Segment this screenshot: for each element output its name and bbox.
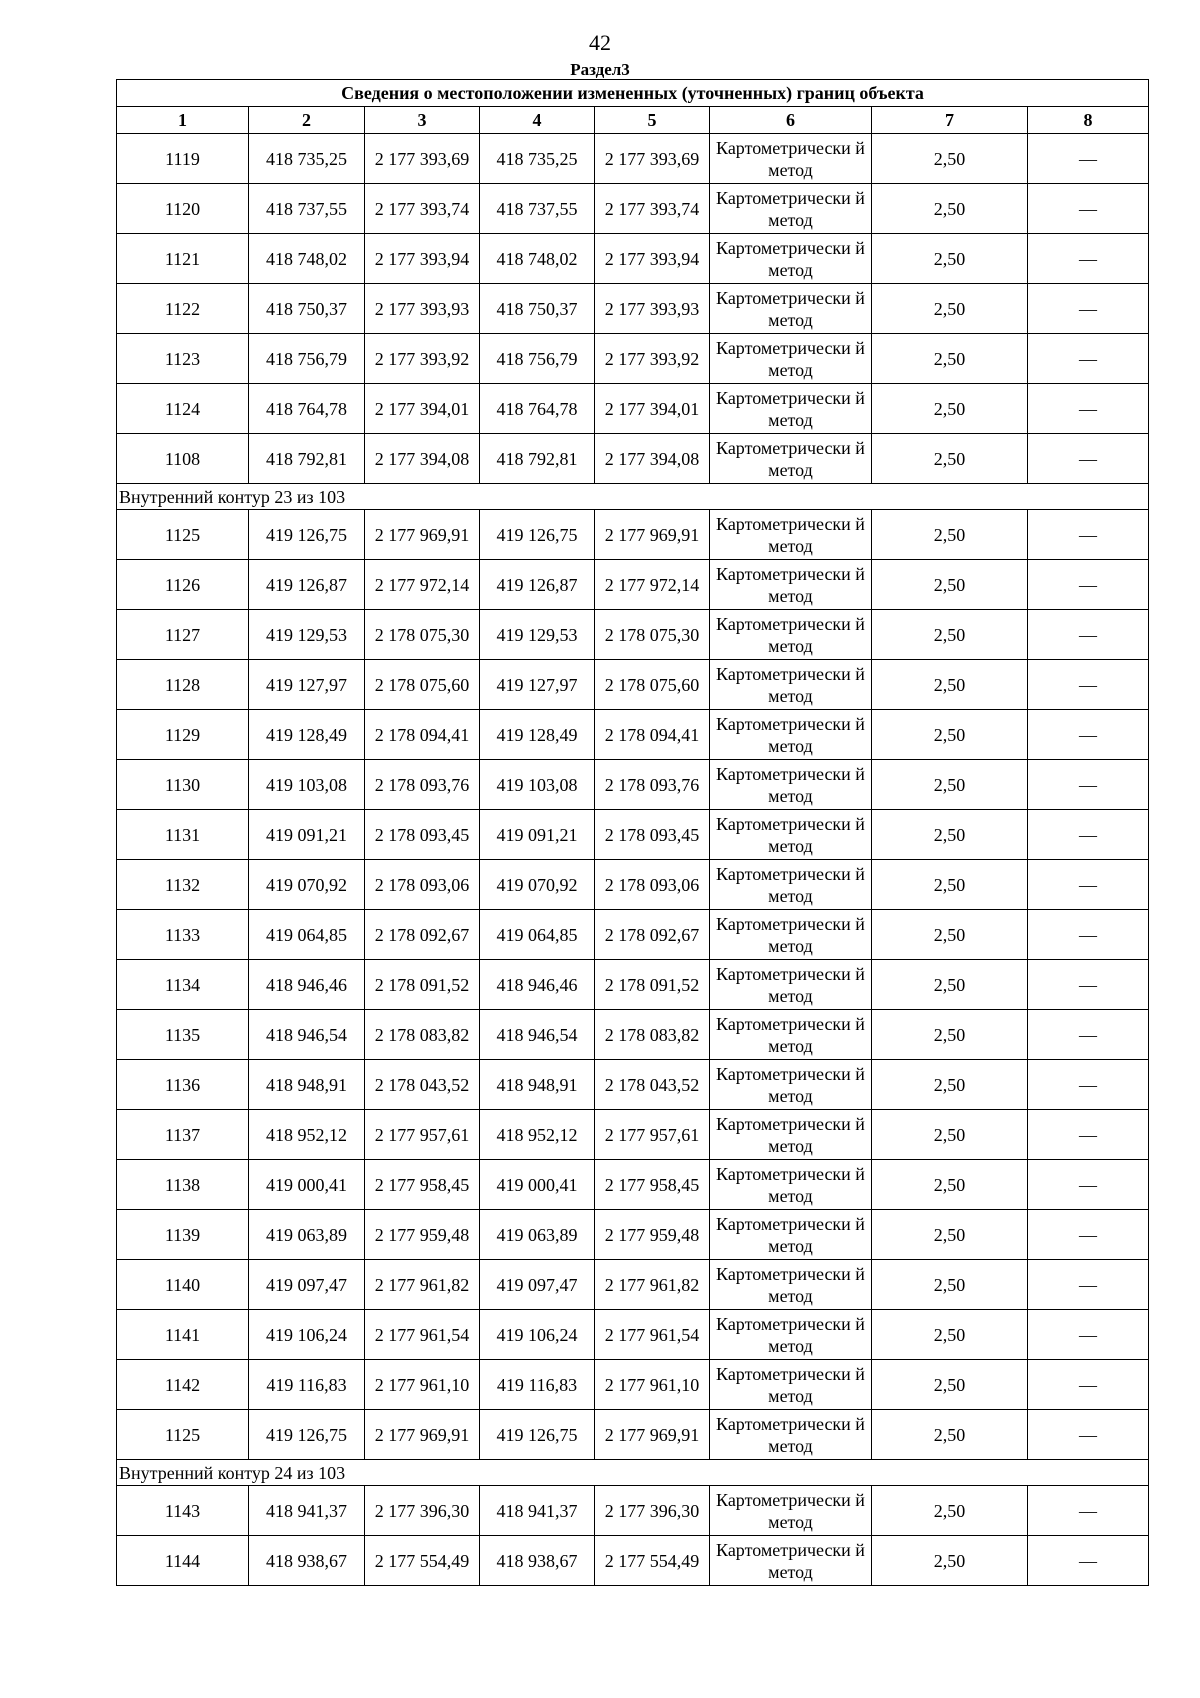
x-new-cell: 418 750,37 <box>480 284 595 334</box>
method-cell: Картометрически й метод <box>710 284 872 334</box>
y-new-cell: 2 177 957,61 <box>595 1110 710 1160</box>
x-existing-cell: 418 938,67 <box>249 1536 365 1586</box>
contour-header-row <box>117 484 1149 510</box>
accuracy-cell: 2,50 <box>872 960 1028 1010</box>
x-existing-cell: 418 946,46 <box>249 960 365 1010</box>
point-number-cell: 1137 <box>117 1110 249 1160</box>
y-existing-cell: 2 177 969,91 <box>365 510 480 560</box>
point-number-cell: 1126 <box>117 560 249 610</box>
boundary-table <box>116 79 1149 1586</box>
point-number-cell: 1127 <box>117 610 249 660</box>
y-existing-cell: 2 177 393,92 <box>365 334 480 384</box>
y-existing-cell: 2 178 075,30 <box>365 610 480 660</box>
description-cell: — <box>1028 1310 1149 1360</box>
x-new-cell: 419 103,08 <box>480 760 595 810</box>
y-existing-cell: 2 177 394,01 <box>365 384 480 434</box>
description-cell: — <box>1028 234 1149 284</box>
point-number-cell: 1120 <box>117 184 249 234</box>
x-existing-cell: 419 126,87 <box>249 560 365 610</box>
table-row <box>117 510 1149 560</box>
x-new-cell: 419 127,97 <box>480 660 595 710</box>
x-existing-cell: 418 764,78 <box>249 384 365 434</box>
y-existing-cell: 2 177 961,54 <box>365 1310 480 1360</box>
x-new-cell: 418 756,79 <box>480 334 595 384</box>
point-number-cell: 1136 <box>117 1060 249 1110</box>
y-existing-cell: 2 178 093,76 <box>365 760 480 810</box>
point-number-cell: 1131 <box>117 810 249 860</box>
x-new-cell: 418 941,37 <box>480 1486 595 1536</box>
point-number-cell: 1134 <box>117 960 249 1010</box>
accuracy-cell: 2,50 <box>872 810 1028 860</box>
method-cell: Картометрически й метод <box>710 860 872 910</box>
description-cell: — <box>1028 1410 1149 1460</box>
y-existing-cell: 2 178 093,45 <box>365 810 480 860</box>
x-existing-cell: 418 748,02 <box>249 234 365 284</box>
table-row <box>117 334 1149 384</box>
method-cell: Картометрически й метод <box>710 910 872 960</box>
y-new-cell: 2 178 093,45 <box>595 810 710 860</box>
table-caption: Сведения о местоположении измененных (уточненных) границ объекта <box>117 80 1149 107</box>
description-cell: — <box>1028 910 1149 960</box>
table-row <box>117 1536 1149 1586</box>
x-new-cell: 418 946,46 <box>480 960 595 1010</box>
y-new-cell: 2 177 972,14 <box>595 560 710 610</box>
accuracy-cell: 2,50 <box>872 1010 1028 1060</box>
x-existing-cell: 419 063,89 <box>249 1210 365 1260</box>
x-new-cell: 419 129,53 <box>480 610 595 660</box>
y-new-cell: 2 177 961,10 <box>595 1360 710 1410</box>
contour-header-row <box>117 1460 1149 1486</box>
y-new-cell: 2 177 393,69 <box>595 134 710 184</box>
column-number: 1 <box>117 107 249 134</box>
table-row <box>117 860 1149 910</box>
y-existing-cell: 2 178 043,52 <box>365 1060 480 1110</box>
y-new-cell: 2 177 969,91 <box>595 510 710 560</box>
point-number-cell: 1119 <box>117 134 249 184</box>
point-number-cell: 1142 <box>117 1360 249 1410</box>
accuracy-cell: 2,50 <box>872 860 1028 910</box>
y-new-cell: 2 177 396,30 <box>595 1486 710 1536</box>
table-row <box>117 1210 1149 1260</box>
y-new-cell: 2 177 958,45 <box>595 1160 710 1210</box>
accuracy-cell: 2,50 <box>872 1110 1028 1160</box>
table-row <box>117 434 1149 484</box>
x-existing-cell: 418 735,25 <box>249 134 365 184</box>
x-new-cell: 418 948,91 <box>480 1060 595 1110</box>
y-existing-cell: 2 177 958,45 <box>365 1160 480 1210</box>
x-existing-cell: 418 946,54 <box>249 1010 365 1060</box>
table-row <box>117 1110 1149 1160</box>
point-number-cell: 1129 <box>117 710 249 760</box>
table-row <box>117 1360 1149 1410</box>
description-cell: — <box>1028 1360 1149 1410</box>
accuracy-cell: 2,50 <box>872 560 1028 610</box>
x-new-cell: 419 091,21 <box>480 810 595 860</box>
y-existing-cell: 2 178 092,67 <box>365 910 480 960</box>
accuracy-cell: 2,50 <box>872 760 1028 810</box>
point-number-cell: 1128 <box>117 660 249 710</box>
point-number-cell: 1125 <box>117 1410 249 1460</box>
table-row <box>117 710 1149 760</box>
table-row <box>117 910 1149 960</box>
y-existing-cell: 2 178 094,41 <box>365 710 480 760</box>
accuracy-cell: 2,50 <box>872 1536 1028 1586</box>
accuracy-cell: 2,50 <box>872 510 1028 560</box>
x-existing-cell: 419 126,75 <box>249 510 365 560</box>
y-new-cell: 2 177 393,92 <box>595 334 710 384</box>
point-number-cell: 1108 <box>117 434 249 484</box>
point-number-cell: 1132 <box>117 860 249 910</box>
y-existing-cell: 2 177 396,30 <box>365 1486 480 1536</box>
point-number-cell: 1122 <box>117 284 249 334</box>
table-caption-row <box>117 80 1149 107</box>
description-cell: — <box>1028 1060 1149 1110</box>
description-cell: — <box>1028 184 1149 234</box>
y-existing-cell: 2 177 394,08 <box>365 434 480 484</box>
point-number-cell: 1138 <box>117 1160 249 1210</box>
method-cell: Картометрически й метод <box>710 510 872 560</box>
x-existing-cell: 419 127,97 <box>249 660 365 710</box>
x-new-cell: 419 070,92 <box>480 860 595 910</box>
y-new-cell: 2 178 091,52 <box>595 960 710 1010</box>
method-cell: Картометрически й метод <box>710 1210 872 1260</box>
point-number-cell: 1141 <box>117 1310 249 1360</box>
method-cell: Картометрически й метод <box>710 810 872 860</box>
accuracy-cell: 2,50 <box>872 1210 1028 1260</box>
method-cell: Картометрически й метод <box>710 1536 872 1586</box>
y-new-cell: 2 178 092,67 <box>595 910 710 960</box>
x-new-cell: 419 097,47 <box>480 1260 595 1310</box>
x-existing-cell: 419 064,85 <box>249 910 365 960</box>
x-new-cell: 419 000,41 <box>480 1160 595 1210</box>
y-existing-cell: 2 178 093,06 <box>365 860 480 910</box>
description-cell: — <box>1028 810 1149 860</box>
column-number: 2 <box>249 107 365 134</box>
x-existing-cell: 419 116,83 <box>249 1360 365 1410</box>
accuracy-cell: 2,50 <box>872 234 1028 284</box>
accuracy-cell: 2,50 <box>872 334 1028 384</box>
accuracy-cell: 2,50 <box>872 134 1028 184</box>
y-new-cell: 2 177 554,49 <box>595 1536 710 1586</box>
x-new-cell: 419 116,83 <box>480 1360 595 1410</box>
method-cell: Картометрически й метод <box>710 660 872 710</box>
y-new-cell: 2 177 393,74 <box>595 184 710 234</box>
x-existing-cell: 419 106,24 <box>249 1310 365 1360</box>
description-cell: — <box>1028 434 1149 484</box>
point-number-cell: 1125 <box>117 510 249 560</box>
description-cell: — <box>1028 1210 1149 1260</box>
x-new-cell: 418 792,81 <box>480 434 595 484</box>
y-new-cell: 2 178 094,41 <box>595 710 710 760</box>
x-existing-cell: 419 129,53 <box>249 610 365 660</box>
accuracy-cell: 2,50 <box>872 1310 1028 1360</box>
accuracy-cell: 2,50 <box>872 710 1028 760</box>
y-new-cell: 2 177 393,93 <box>595 284 710 334</box>
description-cell: — <box>1028 710 1149 760</box>
description-cell: — <box>1028 134 1149 184</box>
y-new-cell: 2 177 393,94 <box>595 234 710 284</box>
method-cell: Картометрически й метод <box>710 1060 872 1110</box>
accuracy-cell: 2,50 <box>872 384 1028 434</box>
x-new-cell: 418 946,54 <box>480 1010 595 1060</box>
x-existing-cell: 418 750,37 <box>249 284 365 334</box>
x-existing-cell: 418 756,79 <box>249 334 365 384</box>
point-number-cell: 1124 <box>117 384 249 434</box>
table-row <box>117 1260 1149 1310</box>
description-cell: — <box>1028 284 1149 334</box>
column-numbers-row <box>117 107 1149 134</box>
table-row <box>117 1310 1149 1360</box>
accuracy-cell: 2,50 <box>872 910 1028 960</box>
accuracy-cell: 2,50 <box>872 1260 1028 1310</box>
table-row <box>117 1060 1149 1110</box>
x-existing-cell: 418 952,12 <box>249 1110 365 1160</box>
x-new-cell: 419 063,89 <box>480 1210 595 1260</box>
y-new-cell: 2 178 083,82 <box>595 1010 710 1060</box>
x-new-cell: 419 126,75 <box>480 510 595 560</box>
method-cell: Картометрически й метод <box>710 1010 872 1060</box>
description-cell: — <box>1028 510 1149 560</box>
x-existing-cell: 418 941,37 <box>249 1486 365 1536</box>
x-existing-cell: 419 128,49 <box>249 710 365 760</box>
x-new-cell: 419 126,75 <box>480 1410 595 1460</box>
method-cell: Картометрически й метод <box>710 184 872 234</box>
y-new-cell: 2 177 961,82 <box>595 1260 710 1310</box>
description-cell: — <box>1028 960 1149 1010</box>
description-cell: — <box>1028 1110 1149 1160</box>
x-new-cell: 418 764,78 <box>480 384 595 434</box>
table-row <box>117 284 1149 334</box>
y-existing-cell: 2 177 393,74 <box>365 184 480 234</box>
description-cell: — <box>1028 610 1149 660</box>
description-cell: — <box>1028 760 1149 810</box>
section-label: Раздел3 <box>570 60 630 79</box>
y-new-cell: 2 177 394,01 <box>595 384 710 434</box>
accuracy-cell: 2,50 <box>872 284 1028 334</box>
x-new-cell: 419 126,87 <box>480 560 595 610</box>
accuracy-cell: 2,50 <box>872 184 1028 234</box>
table-row <box>117 184 1149 234</box>
point-number-cell: 1130 <box>117 760 249 810</box>
column-number: 5 <box>595 107 710 134</box>
point-number-cell: 1121 <box>117 234 249 284</box>
method-cell: Картометрически й метод <box>710 710 872 760</box>
table-row <box>117 560 1149 610</box>
description-cell: — <box>1028 1010 1149 1060</box>
description-cell: — <box>1028 860 1149 910</box>
table-row <box>117 1486 1149 1536</box>
accuracy-cell: 2,50 <box>872 660 1028 710</box>
table-row <box>117 134 1149 184</box>
x-existing-cell: 419 070,92 <box>249 860 365 910</box>
method-cell: Картометрически й метод <box>710 610 872 660</box>
method-cell: Картометрически й метод <box>710 234 872 284</box>
method-cell: Картометрически й метод <box>710 560 872 610</box>
y-new-cell: 2 178 043,52 <box>595 1060 710 1110</box>
y-existing-cell: 2 178 083,82 <box>365 1010 480 1060</box>
column-number: 4 <box>480 107 595 134</box>
accuracy-cell: 2,50 <box>872 1160 1028 1210</box>
x-existing-cell: 419 126,75 <box>249 1410 365 1460</box>
y-new-cell: 2 178 075,30 <box>595 610 710 660</box>
method-cell: Картометрически й метод <box>710 1486 872 1536</box>
y-existing-cell: 2 177 969,91 <box>365 1410 480 1460</box>
method-cell: Картометрически й метод <box>710 134 872 184</box>
y-existing-cell: 2 177 972,14 <box>365 560 480 610</box>
table-row <box>117 810 1149 860</box>
x-new-cell: 418 735,25 <box>480 134 595 184</box>
y-existing-cell: 2 178 091,52 <box>365 960 480 1010</box>
table-row <box>117 1410 1149 1460</box>
y-existing-cell: 2 177 959,48 <box>365 1210 480 1260</box>
y-existing-cell: 2 177 393,69 <box>365 134 480 184</box>
description-cell: — <box>1028 1260 1149 1310</box>
description-cell: — <box>1028 1536 1149 1586</box>
table-row <box>117 610 1149 660</box>
accuracy-cell: 2,50 <box>872 1060 1028 1110</box>
accuracy-cell: 2,50 <box>872 1360 1028 1410</box>
column-number: 7 <box>872 107 1028 134</box>
point-number-cell: 1139 <box>117 1210 249 1260</box>
point-number-cell: 1133 <box>117 910 249 960</box>
page-number: 42 <box>589 30 611 55</box>
x-new-cell: 419 128,49 <box>480 710 595 760</box>
x-new-cell: 418 737,55 <box>480 184 595 234</box>
method-cell: Картометрически й метод <box>710 960 872 1010</box>
y-new-cell: 2 178 093,76 <box>595 760 710 810</box>
x-existing-cell: 419 097,47 <box>249 1260 365 1310</box>
y-existing-cell: 2 177 961,82 <box>365 1260 480 1310</box>
y-new-cell: 2 178 075,60 <box>595 660 710 710</box>
table-row <box>117 234 1149 284</box>
point-number-cell: 1123 <box>117 334 249 384</box>
y-existing-cell: 2 178 075,60 <box>365 660 480 710</box>
description-cell: — <box>1028 334 1149 384</box>
x-existing-cell: 419 000,41 <box>249 1160 365 1210</box>
method-cell: Картометрически й метод <box>710 1310 872 1360</box>
x-existing-cell: 418 948,91 <box>249 1060 365 1110</box>
method-cell: Картометрически й метод <box>710 1160 872 1210</box>
table-row <box>117 1160 1149 1210</box>
accuracy-cell: 2,50 <box>872 1486 1028 1536</box>
y-existing-cell: 2 177 393,94 <box>365 234 480 284</box>
method-cell: Картометрически й метод <box>710 1110 872 1160</box>
method-cell: Картометрически й метод <box>710 1410 872 1460</box>
table-row <box>117 960 1149 1010</box>
accuracy-cell: 2,50 <box>872 610 1028 660</box>
method-cell: Картометрически й метод <box>710 1260 872 1310</box>
x-existing-cell: 418 737,55 <box>249 184 365 234</box>
y-new-cell: 2 177 969,91 <box>595 1410 710 1460</box>
y-new-cell: 2 178 093,06 <box>595 860 710 910</box>
x-new-cell: 418 748,02 <box>480 234 595 284</box>
accuracy-cell: 2,50 <box>872 434 1028 484</box>
column-number: 3 <box>365 107 480 134</box>
y-new-cell: 2 177 959,48 <box>595 1210 710 1260</box>
y-new-cell: 2 177 394,08 <box>595 434 710 484</box>
y-existing-cell: 2 177 961,10 <box>365 1360 480 1410</box>
x-existing-cell: 419 103,08 <box>249 760 365 810</box>
column-number: 6 <box>710 107 872 134</box>
x-existing-cell: 418 792,81 <box>249 434 365 484</box>
y-existing-cell: 2 177 393,93 <box>365 284 480 334</box>
y-new-cell: 2 177 961,54 <box>595 1310 710 1360</box>
accuracy-cell: 2,50 <box>872 1410 1028 1460</box>
description-cell: — <box>1028 384 1149 434</box>
description-cell: — <box>1028 1486 1149 1536</box>
point-number-cell: 1144 <box>117 1536 249 1586</box>
table-row <box>117 1010 1149 1060</box>
x-existing-cell: 419 091,21 <box>249 810 365 860</box>
method-cell: Картометрически й метод <box>710 334 872 384</box>
method-cell: Картометрически й метод <box>710 1360 872 1410</box>
x-new-cell: 419 064,85 <box>480 910 595 960</box>
method-cell: Картометрически й метод <box>710 434 872 484</box>
table-row <box>117 760 1149 810</box>
description-cell: — <box>1028 660 1149 710</box>
table-row <box>117 660 1149 710</box>
table-row <box>117 384 1149 434</box>
x-new-cell: 418 952,12 <box>480 1110 595 1160</box>
x-new-cell: 418 938,67 <box>480 1536 595 1586</box>
column-number: 8 <box>1028 107 1149 134</box>
y-existing-cell: 2 177 554,49 <box>365 1536 480 1586</box>
method-cell: Картометрически й метод <box>710 760 872 810</box>
x-new-cell: 419 106,24 <box>480 1310 595 1360</box>
description-cell: — <box>1028 560 1149 610</box>
contour-label: Внутренний контур 23 из 103 <box>117 484 1149 510</box>
description-cell: — <box>1028 1160 1149 1210</box>
point-number-cell: 1140 <box>117 1260 249 1310</box>
y-existing-cell: 2 177 957,61 <box>365 1110 480 1160</box>
method-cell: Картометрически й метод <box>710 384 872 434</box>
point-number-cell: 1135 <box>117 1010 249 1060</box>
contour-label: Внутренний контур 24 из 103 <box>117 1460 1149 1486</box>
point-number-cell: 1143 <box>117 1486 249 1536</box>
